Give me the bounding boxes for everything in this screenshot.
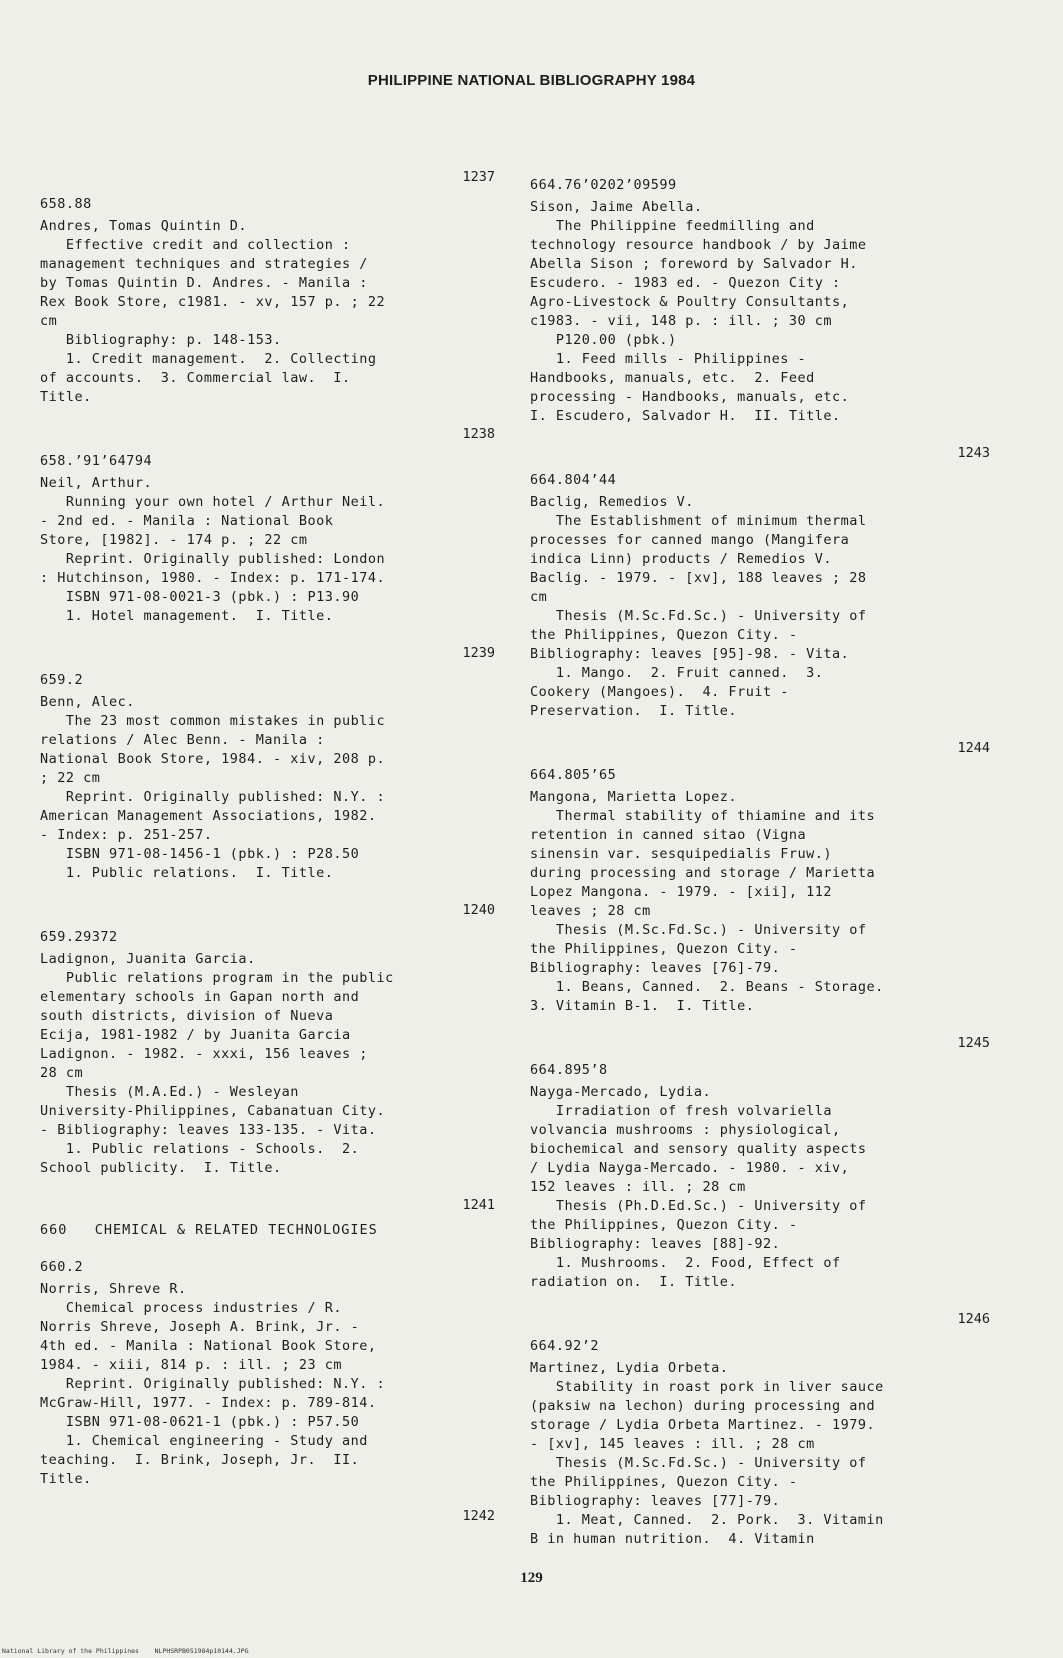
entry-line: ; 22 cm <box>40 770 101 786</box>
entry-line: The 23 most common mistakes in public <box>40 713 386 729</box>
entry-line: Stability in roast pork in liver sauce <box>530 1379 884 1395</box>
entry-line: - 2nd ed. - Manila : National Book <box>40 513 334 529</box>
entry-line: technology resource handbook / by Jaime <box>530 237 867 253</box>
entry-line: Bibliography: leaves [76]-79. <box>530 960 781 976</box>
entry-line: 1. Beans, Canned. 2. Beans - Storage. <box>530 979 884 995</box>
entry-line: Chemical process industries / R. <box>40 1300 342 1316</box>
entry-line: I. Escudero, Salvador H. II. Title. <box>530 408 841 424</box>
entry-line: cm <box>40 313 58 329</box>
entry-author: Nayga-Mercado, Lydia. <box>530 1084 712 1100</box>
entry-number: 1237 <box>462 169 495 185</box>
entry-line: 1. Meat, Canned. 2. Pork. 3. Vitamin <box>530 1512 884 1528</box>
bibliography-entry <box>40 195 495 407</box>
entry-line: Reprint. Originally published: London <box>40 551 386 567</box>
entry-line: Bibliography: p. 148-153. <box>40 332 282 348</box>
entry-line: Escudero. - 1983 ed. - Quezon City : <box>530 275 841 291</box>
classification-number: 664.804’44 <box>530 472 617 488</box>
entry-line: Effective credit and collection : <box>40 237 351 253</box>
bibliography-entry <box>40 452 495 626</box>
entry-number: 1238 <box>462 426 495 442</box>
entry-line: Ladignon. - 1982. - xxxi, 156 leaves ; <box>40 1046 368 1062</box>
entry-line: Thesis (M.A.Ed.) - Wesleyan <box>40 1084 299 1100</box>
entry-line: Ecija, 1981-1982 / by Juanita Garcia <box>40 1027 351 1043</box>
entry-line: teaching. I. Brink, Joseph, Jr. II. <box>40 1452 360 1468</box>
entry-line: The Philippine feedmilling and <box>530 218 815 234</box>
page-number: 129 <box>520 1570 543 1586</box>
entry-line: 1. Public relations. I. Title. <box>40 865 334 881</box>
entry-number: 1241 <box>462 1197 495 1213</box>
entry-line: 1. Mango. 2. Fruit canned. 3. <box>530 665 824 681</box>
entry-line: relations / Alec Benn. - Manila : <box>40 732 325 748</box>
entry-line: south districts, division of Nueva <box>40 1008 334 1024</box>
page-header: PHILIPPINE NATIONAL BIBLIOGRAPHY 1984 <box>367 72 696 89</box>
entry-line: Public relations program in the public <box>40 970 394 986</box>
entry-author: Norris, Shreve R. <box>40 1281 187 1297</box>
entry-line: B in human nutrition. 4. Vitamin <box>530 1531 815 1547</box>
entry-line: Norris Shreve, Joseph A. Brink, Jr. - <box>40 1319 360 1335</box>
classification-number: 664.895’8 <box>530 1062 608 1078</box>
entry-line: by Tomas Quintin D. Andres. - Manila : <box>40 275 368 291</box>
entry-line: Handbooks, manuals, etc. 2. Feed <box>530 370 815 386</box>
entry-line: processes for canned mango (Mangifera <box>530 532 850 548</box>
entry-line: 1. Chemical engineering - Study and <box>40 1433 368 1449</box>
entry-line: ISBN 971-08-0621-1 (pbk.) : P57.50 <box>40 1414 360 1430</box>
entry-line: Title. <box>40 389 92 405</box>
entry-line: the Philippines, Quezon City. - <box>530 1474 798 1490</box>
entry-line: McGraw-Hill, 1977. - Index: p. 789-814. <box>40 1395 377 1411</box>
classification-number: 658.’91’64794 <box>40 453 153 469</box>
entry-line: the Philippines, Quezon City. - <box>530 627 798 643</box>
entry-line: 1984. - xiii, 814 p. : ill. ; 23 cm <box>40 1357 342 1373</box>
entry-line: Preservation. I. Title. <box>530 703 738 719</box>
entry-line: - [xv], 145 leaves : ill. ; 28 cm <box>530 1436 815 1452</box>
entry-line: Reprint. Originally published: N.Y. : <box>40 789 386 805</box>
entry-line: processing - Handbooks, manuals, etc. <box>530 389 850 405</box>
entry-line: radiation on. I. Title. <box>530 1274 738 1290</box>
entry-number: 1245 <box>957 1035 990 1051</box>
entry-line: biochemical and sensory quality aspects <box>530 1141 867 1157</box>
entry-number: 1242 <box>462 1508 495 1524</box>
entry-line: storage / Lydia Orbeta Martinez. - 1979. <box>530 1417 876 1433</box>
bibliography-entry <box>530 176 990 426</box>
entry-number: 1243 <box>957 445 990 461</box>
entry-line: Bibliography: leaves [88]-92. <box>530 1236 781 1252</box>
entry-author: Benn, Alec. <box>40 694 135 710</box>
entry-line: Bibliography: leaves [77]-79. <box>530 1493 781 1509</box>
entry-line: P120.00 (pbk.) <box>530 332 677 348</box>
entry-author: Ladignon, Juanita Garcia. <box>40 951 256 967</box>
bibliography-entry <box>530 1337 990 1549</box>
entry-author: Neil, Arthur. <box>40 475 153 491</box>
bibliography-entry <box>40 671 495 883</box>
entry-line: - Index: p. 251-257. <box>40 827 213 843</box>
entry-line: The Establishment of minimum thermal <box>530 513 867 529</box>
entry-line: 1. Mushrooms. 2. Food, Effect of <box>530 1255 841 1271</box>
entry-line: Rex Book Store, c1981. - xv, 157 p. ; 22 <box>40 294 386 310</box>
entry-line: 1. Public relations - Schools. 2. <box>40 1141 360 1157</box>
section-heading: 660 CHEMICAL & RELATED TECHNOLOGIES <box>40 1222 378 1238</box>
entry-author: Mangona, Marietta Lopez. <box>530 789 738 805</box>
entry-line: Reprint. Originally published: N.Y. : <box>40 1376 386 1392</box>
right-column <box>530 168 990 1567</box>
entry-line: 152 leaves : ill. ; 28 cm <box>530 1179 746 1195</box>
scan-footer: National Library of the Philippines NLPHSRPB051984p10144.JPG <box>2 1647 249 1655</box>
entry-line: the Philippines, Quezon City. - <box>530 1217 798 1233</box>
entry-line: American Management Associations, 1982. <box>40 808 377 824</box>
entry-line: c1983. - vii, 148 p. : ill. ; 30 cm <box>530 313 832 329</box>
classification-number: 658.88 <box>40 196 92 212</box>
entry-line: Title. <box>40 1471 92 1487</box>
bibliography-entry <box>530 1061 990 1292</box>
entry-line: ISBN 971-08-0021-3 (pbk.) : P13.90 <box>40 589 360 605</box>
entry-line: leaves ; 28 cm <box>530 903 651 919</box>
entry-number: 1239 <box>462 645 495 661</box>
entry-line: Irradiation of fresh volvariella <box>530 1103 832 1119</box>
entry-line: the Philippines, Quezon City. - <box>530 941 798 957</box>
classification-number: 659.2 <box>40 672 84 688</box>
entry-line: elementary schools in Gapan north and <box>40 989 360 1005</box>
entry-line: 1. Feed mills - Philippines - <box>530 351 807 367</box>
entry-line: Thermal stability of thiamine and its <box>530 808 876 824</box>
classification-number: 660.2 <box>40 1259 84 1275</box>
entry-line: ISBN 971-08-1456-1 (pbk.) : P28.50 <box>40 846 360 862</box>
classification-number: 664.92’2 <box>530 1338 600 1354</box>
entry-line: / Lydia Nayga-Mercado. - 1980. - xiv, <box>530 1160 850 1176</box>
entry-line: cm <box>530 589 548 605</box>
entry-line: Running your own hotel / Arthur Neil. <box>40 494 386 510</box>
entry-line: Cookery (Mangoes). 4. Fruit - <box>530 684 789 700</box>
entry-line: of accounts. 3. Commercial law. I. <box>40 370 351 386</box>
entry-line: retention in canned sitao (Vigna <box>530 827 807 843</box>
entry-line: University-Philippines, Cabanatuan City. <box>40 1103 386 1119</box>
entry-line: Lopez Mangona. - 1979. - [xii], 112 <box>530 884 832 900</box>
entry-line: National Book Store, 1984. - xiv, 208 p. <box>40 751 386 767</box>
entry-line: Thesis (Ph.D.Ed.Sc.) - University of <box>530 1198 867 1214</box>
entry-line: management techniques and strategies / <box>40 256 368 272</box>
bibliography-entry <box>530 471 990 721</box>
entry-line: (paksiw na lechon) during processing and <box>530 1398 876 1414</box>
bibliography-entry <box>530 766 990 1016</box>
entry-line: 28 cm <box>40 1065 84 1081</box>
entry-number: 1246 <box>957 1311 990 1327</box>
entry-author: Baclig, Remedios V. <box>530 494 694 510</box>
entry-line: Agro-Livestock & Poultry Consultants, <box>530 294 850 310</box>
entry-line: Bibliography: leaves [95]-98. - Vita. <box>530 646 850 662</box>
entry-line: 4th ed. - Manila : National Book Store, <box>40 1338 377 1354</box>
entry-line: 1. Credit management. 2. Collecting <box>40 351 377 367</box>
entry-line: volvancia mushrooms : physiological, <box>530 1122 841 1138</box>
entry-number: 1240 <box>462 902 495 918</box>
entry-line: Baclig. - 1979. - [xv], 188 leaves ; 28 <box>530 570 867 586</box>
entry-author: Martinez, Lydia Orbeta. <box>530 1360 729 1376</box>
bibliography-entry <box>40 1258 495 1489</box>
entry-line: during processing and storage / Marietta <box>530 865 876 881</box>
classification-number: 664.76’0202’09599 <box>530 177 677 193</box>
bibliography-entry <box>40 928 495 1178</box>
entry-line: - Bibliography: leaves 133-135. - Vita. <box>40 1122 377 1138</box>
entry-line: 3. Vitamin B-1. I. Title. <box>530 998 755 1014</box>
classification-number: 659.29372 <box>40 929 118 945</box>
entry-line: sinensin var. sesquipedialis Fruw.) <box>530 846 832 862</box>
entry-line: : Hutchinson, 1980. - Index: p. 171-174. <box>40 570 386 586</box>
entry-line: Store, [1982]. - 174 p. ; 22 cm <box>40 532 308 548</box>
entry-line: Thesis (M.Sc.Fd.Sc.) - University of <box>530 1455 867 1471</box>
entry-line: Abella Sison ; foreword by Salvador H. <box>530 256 858 272</box>
entry-line: indica Linn) products / Remedios V. <box>530 551 832 567</box>
entry-author: Sison, Jaime Abella. <box>530 199 703 215</box>
entry-line: 1. Hotel management. I. Title. <box>40 608 334 624</box>
entry-author: Andres, Tomas Quintin D. <box>40 218 248 234</box>
entry-line: Thesis (M.Sc.Fd.Sc.) - University of <box>530 608 867 624</box>
classification-number: 664.805’65 <box>530 767 617 783</box>
entry-number: 1244 <box>957 740 990 756</box>
entry-line: School publicity. I. Title. <box>40 1160 282 1176</box>
left-column <box>40 168 495 1526</box>
entry-line: Thesis (M.Sc.Fd.Sc.) - University of <box>530 922 867 938</box>
